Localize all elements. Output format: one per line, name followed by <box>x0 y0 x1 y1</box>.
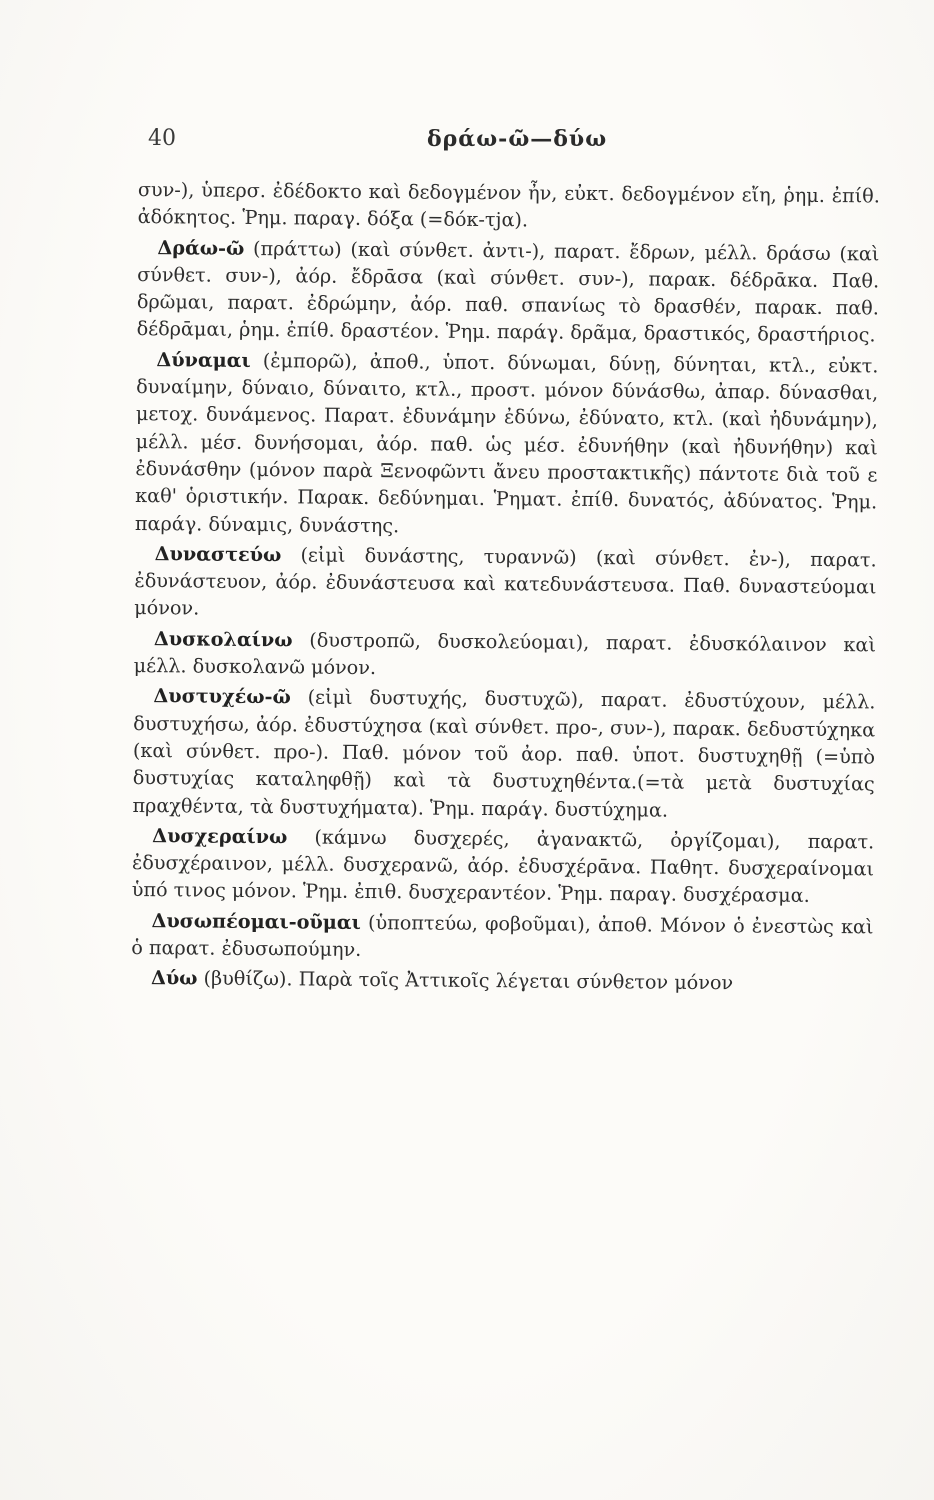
running-head: δράω-ῶ—δύω <box>427 126 608 152</box>
dictionary-entry <box>137 234 880 350</box>
dictionary-entry <box>135 346 879 544</box>
entry-lemma: Δυσωπέομαι-οῦμαι <box>151 908 361 934</box>
dictionary-entry <box>134 540 877 628</box>
entry-text: (πράττω) (καὶ σύνθετ. ἀντι-), παρατ. ἔδρων, μέλλ. δράσω (καὶ σύνθετ. συν-), ἀόρ. ἔδρᾱσα (καὶ σύνθετ. συν-), παρακ. δέδρᾱκα. Παθ. δρῶμαι, παρατ. ἐδρώμην, ἀόρ. παθ. σπανίως τὸ δρασθέν, παρακ. παθ. δέδρᾱμαι, ῥημ. ἐπίθ. δραστέον. Ῥημ. παράγ. δρᾶμα, δραστικός, δραστήριος. <box>136 236 880 347</box>
entry-text: (ἐμπορῶ), ἀποθ., ὑποτ. δύνωμαι, δύνῃ, δύνηται, κτλ., εὐκτ. δυναίμην, δύναιο, δύναιτο, κτλ., προστ. μόνον δύνάσθω, ἀπαρ. δύνασθαι, μετοχ. δυνάμενος. Παρατ. ἐδυνάμην ἐδύνω, ἐδύνατο, κτλ. (καὶ ἠδυνάμην), μέλλ. μέσ. δυνήσομαι, ἀόρ. παθ. ὡς μέσ. ἐδυνήθην (καὶ ἠδυνήθην) καὶ ἐδυνάσθην (μόνον παρὰ Ξενοφῶντι ἄνευ προστακτικῆς) πάντοτε διὰ τοῦ ε καθ' ὁριστικήν. Παρακ. δεδύνημαι. Ῥηματ. ἐπίθ. δυνατός, ἀδύνατος. Ῥημ. παράγ. δύναμις, δυνάστης. <box>134 348 879 537</box>
entry-text: (κάμνω δυσχερές, ἀγανακτῶ, ὀργίζομαι), παρατ. ἐδυσχέραινον, μέλλ. δυσχερανῶ, ἀόρ. ἐδυσχέρᾱνα. Παθητ. δυσχεραίνομαι ὑπό τινος μόνον. Ῥημ. ἐπιθ. δυσχεραντέον. Ῥημ. παραγ. δυσχέρασμα. <box>131 825 875 908</box>
page-number: 40 <box>148 126 176 151</box>
dictionary-body <box>131 176 880 1001</box>
entry-lemma: Δύναμαι <box>156 347 251 372</box>
dictionary-entry <box>131 907 873 968</box>
dictionary-entry <box>132 822 875 910</box>
entry-lemma: Δυναστεύω <box>154 542 282 567</box>
dictionary-entry <box>138 176 880 237</box>
entry-lemma: Δυσχεραίνω <box>152 823 288 849</box>
dictionary-entry <box>132 682 875 825</box>
entry-text: συν-), ὑπερσ. ἐδέδοκτο καὶ δεδογμένον ἦν, εὐκτ. δεδογμένον εἴη, ῥημ. ἐπίθ. ἀδόκητος. Ῥημ. παραγ. δόξα (=δόκ-τjα). <box>137 177 880 232</box>
entry-lemma: Δυστυχέω-ῶ <box>153 684 291 709</box>
dictionary-entry <box>131 964 873 998</box>
dictionary-entry <box>134 625 876 686</box>
entry-text: (εἰμὶ δυστυχής, δυστυχῶ), παρατ. ἐδυστύχουν, μέλλ. δυστυχήσω, ἀόρ. ἐδυστύχησα (καὶ σύνθετ. προ-, συν-), παρακ. δεδυστύχηκα (καὶ σύνθετ. προ-). Παθ. μόνον τοῦ ἀορ. παθ. ὑποτ. δυστυχηθῇ (=ὑπὸ δυστυχίας καταληφθῇ) καὶ τὰ δυστυχηθέντα.(=τὰ μετὰ δυστυχίας πραχθέντα, τὰ δυστυχήματα). Ῥημ. παράγ. δυστύχημα. <box>132 685 876 822</box>
entry-text: (ὑποπτεύω, φοβοῦμαι), ἀποθ. Μόνον ὁ ἐνεστὼς καὶ ὁ παρατ. ἐδυσωπούμην. <box>131 910 874 961</box>
entry-text: (βυθίζω). Παρὰ τοῖς Ἀττικοῖς λέγεται σύνθετον μόνον <box>197 966 734 995</box>
entry-text: (δυστροπῶ, δυσκολεύομαι), παρατ. ἐδυσκόλαινον καὶ μέλλ. δυσκολανῶ μόνον. <box>133 628 877 680</box>
entry-lemma: Δύω <box>150 966 198 990</box>
entry-text: (εἰμὶ δυνάστης, τυραννῶ) (καὶ σύνθετ. ἐν-), παρατ. ἐδυνάστευον, ἀόρ. ἐδυνάστευσα καὶ κατεδυνάστευσα. Παθ. δυναστεύομαι μόνον. <box>134 543 877 621</box>
entry-lemma: Δράω-ῶ <box>157 235 245 260</box>
entry-lemma: Δυσκολαίνω <box>153 626 293 652</box>
